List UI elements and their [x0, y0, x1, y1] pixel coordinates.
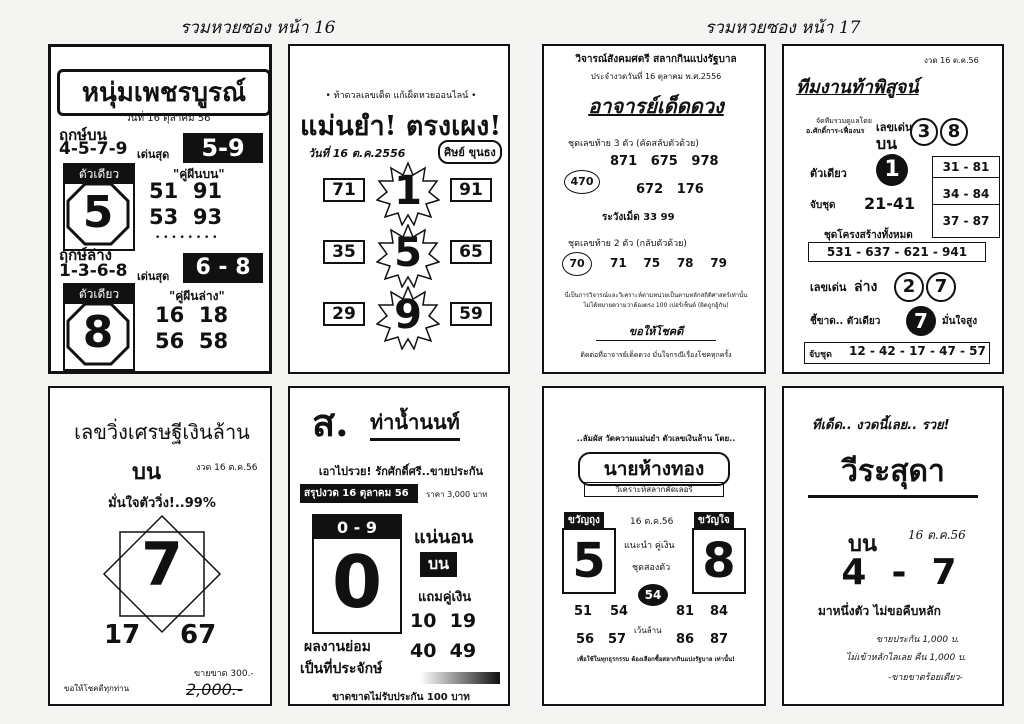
pair-right: 67 — [180, 620, 217, 650]
ticket-millionaire-runner — [48, 386, 272, 706]
bottom-set-value: 12 - 42 - 17 - 47 - 57 — [849, 344, 986, 358]
big-digit-right: 8 — [692, 528, 746, 594]
ticket-period: ประจำงวดวันที่ 16 ตุลาคม พ.ศ.2556 — [590, 72, 722, 81]
advice-line1: แนะนำ คู่เงิน — [624, 541, 675, 551]
ticket-footer: ขาดขาดไม่รับประกัน 100 บาท — [332, 692, 470, 703]
ticket-title: หนุ่มเพชรบูรณ์ — [57, 69, 271, 116]
ticket-title: เลขวิ่งเศรษฐีเงินล้าน — [74, 420, 250, 444]
digit-panel — [312, 514, 402, 634]
ticket-title: ท่าน้ำนนท์ — [370, 406, 460, 441]
ticket-footer: เพื่อใช้ในทุกธุรกรรม ต้องเลือกซื้อสลากกินแบ่งรัฐบาล เท่านั้น! — [577, 656, 735, 663]
pair-cell: 54 — [610, 604, 629, 619]
bonus-pairs-2: 40 49 — [410, 640, 477, 662]
wish-text: ขอให้โชคดีทุกท่าน — [64, 684, 130, 693]
ticket-title: วีระสุดา — [808, 448, 978, 498]
center-digit: 5 — [394, 230, 422, 276]
hot-upper-digit: 3 — [910, 118, 938, 146]
ticket-footer: ติดต่อที่อาจารย์เด็ดดวง มั่นใจกรณีเรื่องโชคทุกครั้ง — [580, 351, 732, 359]
signature: ขอให้โชคดี — [596, 322, 716, 341]
ticket-title: อาจารย์เด็ดดวง — [588, 94, 724, 118]
guarantee-line2: ไม่เข้าหลักไลเลย คืน 1,000 บ. — [846, 653, 967, 663]
hot-lower-digit: 7 — [926, 272, 956, 302]
right-pair: 59 — [450, 302, 492, 326]
pair-row: 37 - 87 — [942, 214, 990, 228]
runner-digit: 7 — [141, 530, 183, 600]
right-pair: 91 — [450, 178, 492, 202]
pick-digit: 7 — [906, 306, 936, 336]
pairs-lower-a: 16 18 — [155, 303, 229, 327]
pairs-lower-b: 56 58 — [155, 329, 229, 353]
three-digit-row2: 672 176 — [636, 182, 704, 197]
struct-label: ชุดโครงสร้างทั้งหมด — [824, 230, 913, 241]
advice-line2: ชุดสองตัว — [632, 563, 671, 573]
bottom-set-label: จับชุด — [809, 350, 832, 360]
ticket-tha-nam-non — [288, 386, 510, 706]
pair-cell: 56 — [576, 632, 595, 647]
ticket-logo-mark: ส. — [312, 400, 349, 445]
org-line1: จัดทีมรวมดูแลโดย — [816, 117, 872, 125]
set-label: จับชุด — [810, 200, 836, 211]
ticket-team-proof — [782, 44, 1004, 374]
ticket-period: งวด 16 ต.ค.56 — [924, 56, 979, 65]
pairs-upper-a: 51 91 — [149, 179, 223, 203]
pair-cell: 84 — [710, 604, 729, 619]
pair-cell: 51 — [574, 604, 593, 619]
gradient-bar — [420, 672, 500, 684]
single-label-upper: ตัวเดียว — [65, 165, 133, 184]
price-value: 2,000.- — [186, 680, 243, 699]
hot-lower-digit: 2 — [894, 272, 924, 302]
single-block-lower — [63, 283, 135, 371]
hot-upper-pos: บน — [876, 134, 898, 153]
word-upper: บน — [420, 552, 457, 577]
price-text: ราคา 3,000 บาท — [426, 490, 488, 499]
word-bonus: แถมคู่เงิน — [418, 590, 472, 605]
summary-bar: สรุปงวด 16 ตุลาคม 56 — [300, 484, 418, 503]
page-header-right: รวมหวยซอง หน้า 17 — [705, 18, 861, 38]
single-digit: 1 — [876, 154, 908, 186]
ticket-title: นายห้างทอง — [578, 452, 730, 486]
hot-upper-label: เลขเด่น — [876, 121, 913, 134]
ticket-weerasuda — [782, 386, 1004, 706]
guarantee-line3: -ขายขาดร้อยเดียว- — [888, 673, 963, 683]
right-pair: 65 — [450, 240, 492, 264]
upper-digits: 4-5-7-9 — [59, 139, 128, 159]
hot-pair: 4 - 7 — [841, 552, 957, 593]
single-lower: 8 — [82, 307, 114, 358]
three-digit-row1: 871 675 978 — [610, 154, 719, 169]
disclaimer-line1: นี่เป็นการวิจารณ์และวิเคราะห์ตามหน่วยเป็นตามหลักสถิติศาสตร์เท่านั้น — [564, 292, 748, 299]
guarantee-line1: ขายประกัน 1,000 บ. — [876, 635, 960, 645]
ticket-nai-hang-thong — [542, 386, 766, 706]
big-digit-left: 5 — [562, 528, 616, 594]
pairs-box — [932, 156, 1000, 238]
two-digit-row: 71 75 78 79 — [610, 256, 727, 270]
ticket-title: แม่นยำ! ตรงเผง! — [300, 111, 502, 142]
slogan: เอาไปรวย! รักศักดิ์ศรี..ขายประกัน — [318, 465, 484, 478]
left-pair: 71 — [323, 178, 365, 202]
word-certain: แน่นอน — [414, 527, 474, 548]
pair-row: 34 - 84 — [933, 184, 999, 205]
hot-label-upper: เด่นสุด — [137, 148, 170, 161]
pair-label-lower: "คู่ผีนล่าง" — [169, 289, 225, 303]
ticket-title: ทีมงานท้าพิสูจน์ — [796, 77, 919, 98]
center-digit: 9 — [394, 292, 422, 338]
ticket-date: 16 ต.ค.56 — [630, 517, 674, 527]
ticket-topline: ทีเด็ด.. งวดนี้เลย.. รวย! — [812, 418, 950, 433]
hot-label-lower: เด่นสุด — [137, 270, 170, 283]
center-circle: 54 — [638, 584, 668, 606]
condition-line: มาหนึ่งตัว ไม่ขอคืบหลัก — [818, 604, 941, 618]
main-digit: 0 — [331, 540, 383, 624]
hot-lower: 6 - 8 — [183, 253, 263, 283]
hot-lower-pos: ล่าง — [854, 279, 878, 295]
ticket-date: 16 ต.ค.56 — [908, 528, 966, 542]
confidence: มั่นใจตัววิ่ง!..99% — [108, 496, 216, 511]
hot-upper: 5-9 — [183, 133, 263, 163]
left-pair: 35 — [323, 240, 365, 264]
single-label: ตัวเดียว — [810, 167, 847, 180]
ticket-subtitle: วิเคราะห์สลากคัดเลอรี่ — [584, 482, 724, 497]
pair-cell: 87 — [710, 632, 729, 647]
pair-left: 17 — [104, 620, 141, 650]
label-right: ขวัญใจ — [694, 512, 734, 529]
pair-row: 31 - 81 — [933, 157, 999, 178]
pick-tail: มั่นใจสูง — [942, 316, 978, 327]
ticket-topline: ..ลัมผัส วัดความแม่นยำ ตัวเลขเงินล้าน โดย.. — [576, 434, 736, 443]
set-value: 21-41 — [864, 194, 916, 213]
highlight-circle: 70 — [562, 252, 592, 276]
left-pair: 29 — [323, 302, 365, 326]
lower-digits: 1-3-6-8 — [59, 261, 128, 281]
pick-label: ชี้ขาด.. ตัวเดียว — [810, 316, 881, 327]
pair-label-upper: "คู่ผีนบน" — [173, 167, 225, 181]
highlight-circle: 470 — [564, 170, 600, 194]
ticket-heading: วิจารณ์สังคมศตรี สลากกินแบ่งรัฐบาล — [575, 54, 737, 65]
org-line2: อ.ศักดิ์การ-เฟื่องนร — [806, 127, 865, 135]
result-line2: เป็นที่ประจักษ์ — [300, 661, 383, 677]
special-pairs: ระวังเม็ด 33 99 — [602, 212, 675, 223]
price-label: ขายขาด 300.- — [194, 669, 254, 679]
lower-label: ฤกษ์ล่าง — [59, 246, 112, 264]
pair-cell: 86 — [676, 632, 695, 647]
single-block-upper — [63, 163, 135, 251]
disclaimer-line2: ไม่ได้หมายความว่าต้องตรง 100 เปอร์เซ็นต์ (ผิดถูกอู้กัน) — [583, 302, 729, 309]
upper-label: ฤกษ์บน — [59, 126, 107, 144]
ticket-ajarn-detduang — [542, 44, 766, 374]
advice-line3: เว้นล้าน — [634, 626, 662, 635]
position-label: บน — [132, 460, 162, 485]
pair-cell: 81 — [676, 604, 695, 619]
label-left: ขวัญถุง — [564, 512, 604, 529]
range-label: 0 - 9 — [314, 516, 400, 539]
pair-cell: 57 — [608, 632, 627, 647]
ticket-period: งวด 16 ต.ค.56 — [196, 463, 258, 473]
hot-lower-label: เลขเด่น — [810, 281, 847, 294]
single-upper: 5 — [82, 187, 114, 238]
pairs-upper-b: 53 93 — [149, 205, 223, 229]
disciple-stamp: ศิษย์ ขุนธง — [438, 140, 502, 164]
ticket-date: วันที่ 16 ตุลาคม 56 — [125, 113, 211, 124]
page-header-left: รวมหวยซอง หน้า 16 — [180, 18, 336, 38]
dot-divider: • • • • • • • • — [155, 233, 218, 243]
ticket-date: วันที่ 16 ต.ค.2556 — [308, 147, 406, 160]
center-digit: 1 — [394, 168, 422, 214]
ticket-noom-phetchabun — [48, 44, 272, 374]
ticket-maenyam — [288, 44, 510, 374]
two-digit-label: ชุดเลขท้าย 2 ตัว (กลับตัวด้วย) — [568, 239, 687, 249]
result-line1: ผลงานย่อม — [304, 639, 371, 655]
single-label-lower: ตัวเดียว — [65, 285, 133, 304]
position-label: บน — [848, 532, 878, 557]
ticket-topline: • ท้าดวลเลขเด็ด แก้เผ็ดหวยออนไลน์ • — [325, 91, 477, 101]
bonus-pairs-1: 10 19 — [410, 610, 477, 632]
three-digit-label: ชุดเลขท้าย 3 ตัว (คัดสลับตัวด้วย) — [568, 139, 699, 149]
hot-upper-digit: 8 — [940, 118, 968, 146]
bottom-set — [804, 342, 990, 364]
struct-value: 531 - 637 - 621 - 941 — [808, 242, 986, 262]
